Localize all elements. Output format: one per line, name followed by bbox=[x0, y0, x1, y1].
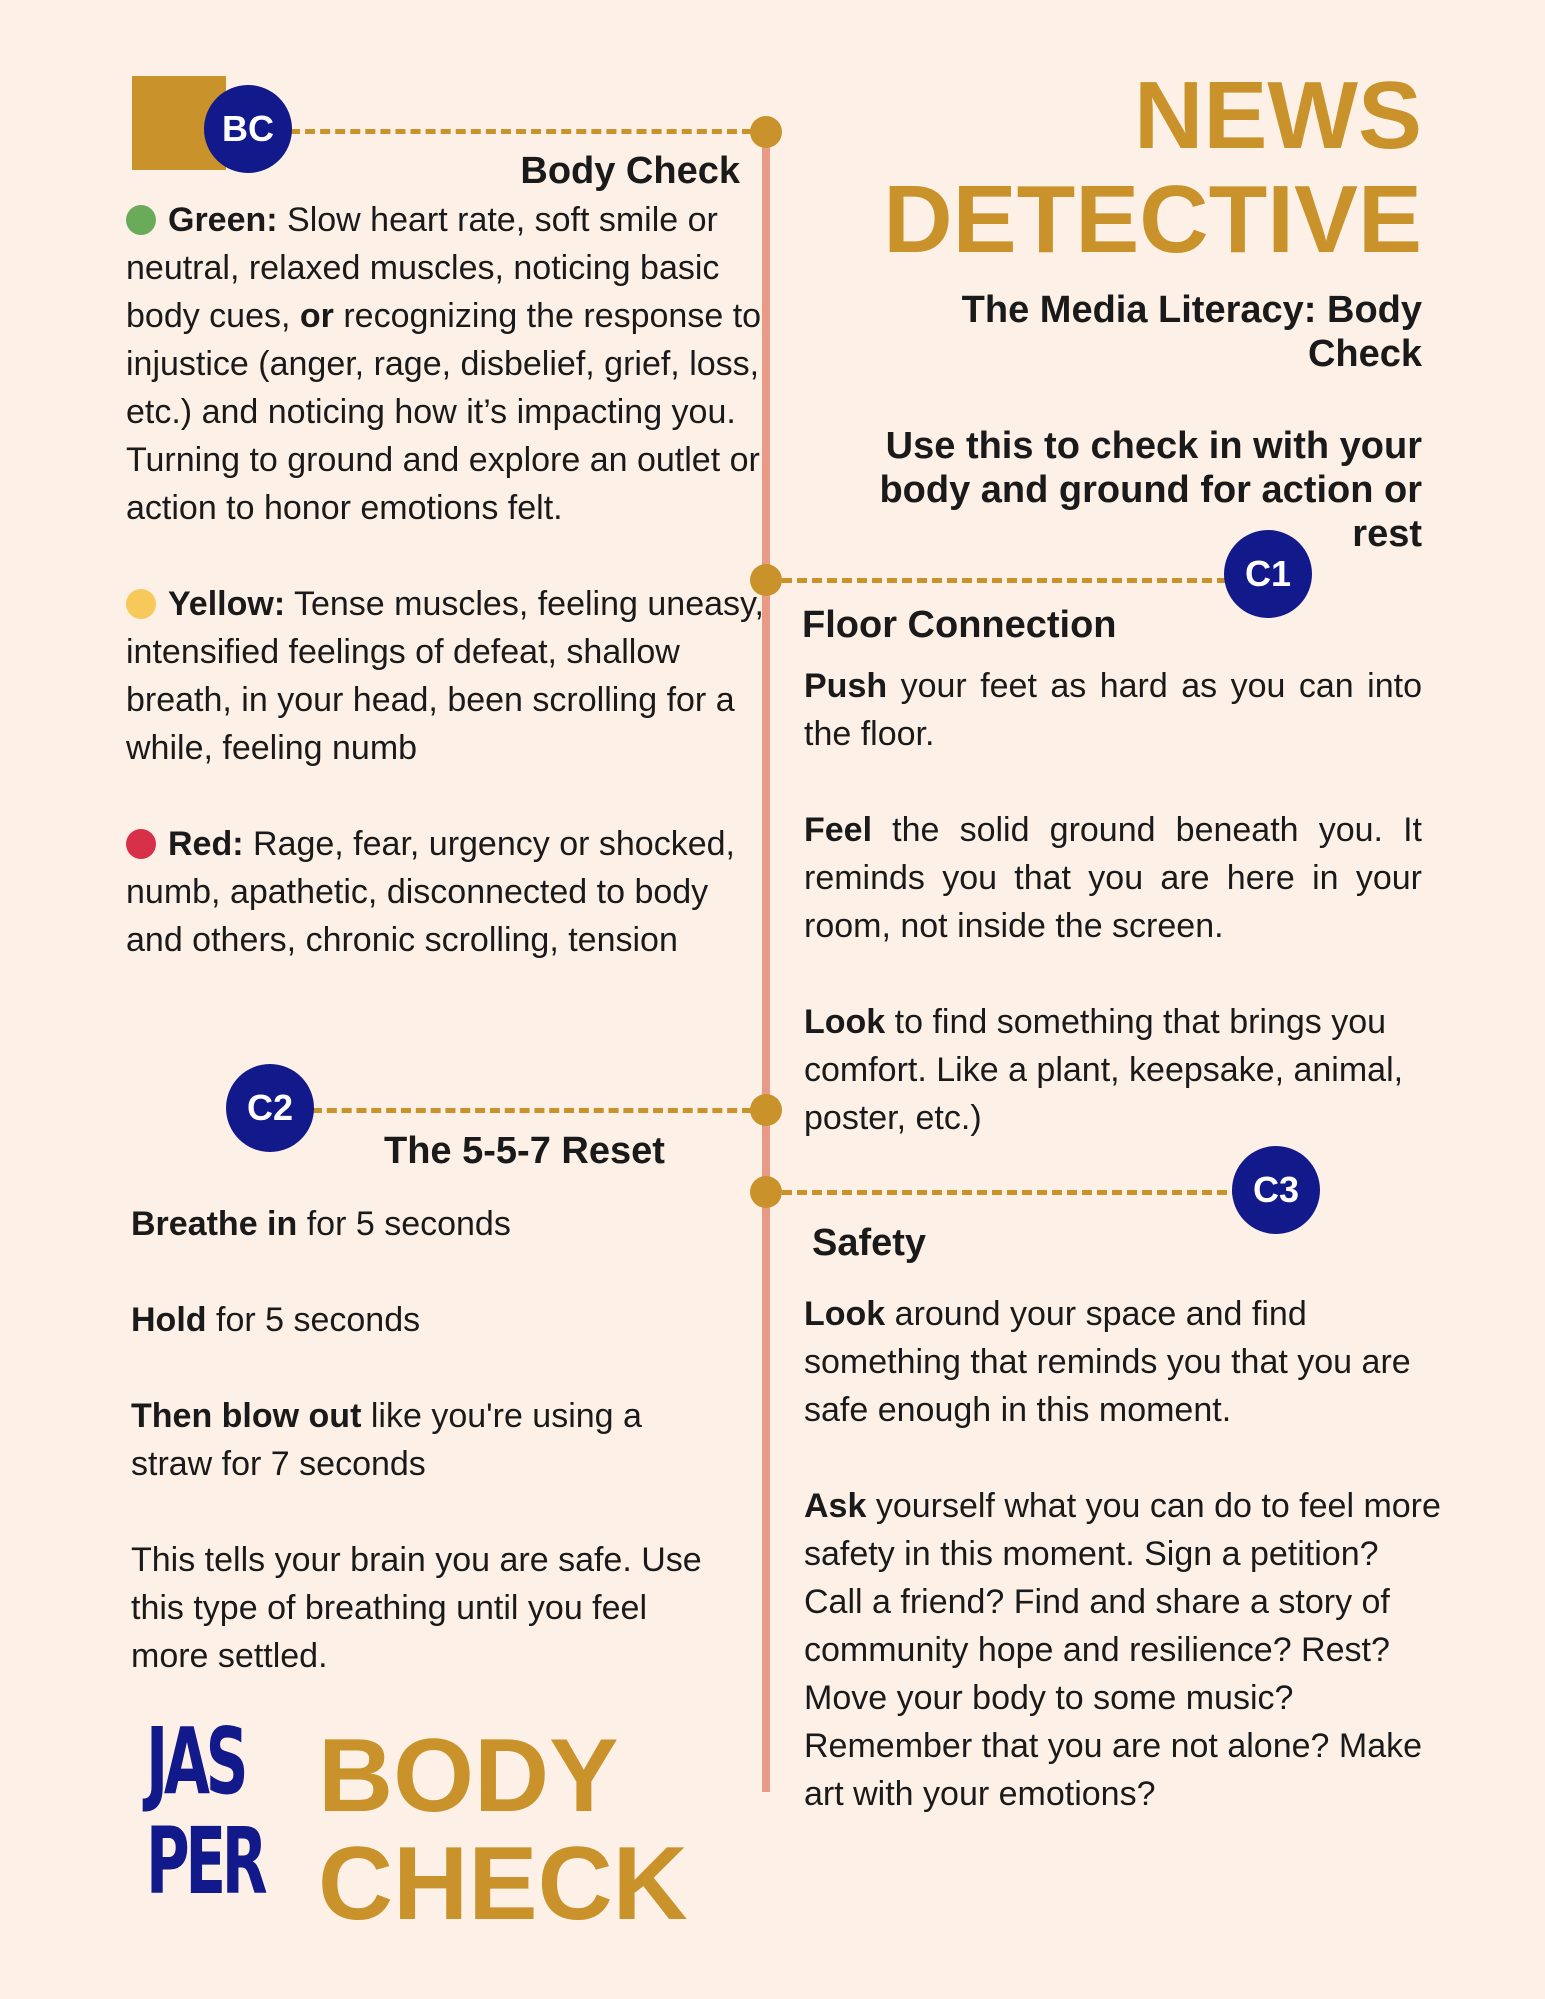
reset-step-1: Breathe in for 5 seconds bbox=[131, 1205, 511, 1243]
safety-title: Safety bbox=[812, 1222, 927, 1264]
connector-bc bbox=[290, 129, 752, 134]
floor-title: Floor Connection bbox=[802, 604, 1117, 646]
badge-bc: BC bbox=[204, 85, 292, 173]
subtitle: The Media Literacy: Body Check bbox=[961, 289, 1422, 375]
reset-title: The 5-5-7 Reset bbox=[384, 1130, 665, 1172]
connector-c2 bbox=[312, 1108, 752, 1113]
intro-text: Use this to check in with your body and ground for action or rest bbox=[879, 425, 1422, 555]
timeline-node-c2 bbox=[750, 1094, 782, 1126]
reset-step-3: Then blow out like you're using a straw for 7 seconds bbox=[131, 1397, 642, 1483]
footer-title bbox=[318, 1718, 738, 1942]
timeline-node-bc bbox=[750, 116, 782, 148]
timeline-node-c3 bbox=[750, 1176, 782, 1208]
floor-content bbox=[804, 662, 1422, 1190]
page-title bbox=[820, 64, 1422, 272]
logo-line-1: JAS bbox=[146, 1708, 245, 1815]
green-item: Green: Slow heart rate, soft smile or neutral, relaxed muscles, noticing basic body cues, or recognizing the response to injustice (anger, rage, disbelief, grief, loss, etc.) and noticing how it’s impacting you. Turning to ground and explore an outlet or action to honor emotions felt. bbox=[126, 201, 762, 527]
floor-step-2: Feel the solid ground beneath you. It reminds you that you are here in your room, not inside the screen. bbox=[804, 811, 1422, 945]
footer-title-line-1: BODY bbox=[318, 1718, 619, 1834]
reset-closing: This tells your brain you are safe. Use this type of breathing until you feel more settled. bbox=[131, 1541, 702, 1675]
connector-c3 bbox=[782, 1190, 1242, 1195]
floor-step-3: Look to find something that brings you comfort. Like a plant, keepsake, animal, poster, etc.) bbox=[804, 1003, 1404, 1137]
yellow-circle-icon bbox=[126, 589, 156, 619]
red-circle-icon bbox=[126, 829, 156, 859]
badge-c2: C2 bbox=[226, 1064, 314, 1152]
footer-title-line-2: CHECK bbox=[318, 1826, 688, 1942]
title-line-2: DETECTIVE bbox=[883, 166, 1422, 273]
body-check-title: Body Check bbox=[520, 150, 740, 192]
safety-content bbox=[804, 1290, 1444, 1866]
safety-step-2: Ask yourself what you can do to feel more safety in this moment. Sign a petition? Call a friend? Find and share a story of community hope and resilience? Rest? Move your body to some music? Remember that you are not alone? Make art with your emotions? bbox=[804, 1487, 1441, 1813]
connector-c1 bbox=[782, 578, 1242, 583]
red-item: Red: Rage, fear, urgency or shocked, numb, apathetic, disconnected to body and others, chronic scrolling, tension bbox=[126, 825, 735, 959]
floor-step-1: Push your feet as hard as you can into the floor. bbox=[804, 667, 1422, 753]
body-check-list bbox=[126, 196, 766, 1012]
badge-c3: C3 bbox=[1232, 1146, 1320, 1234]
badge-c1: C1 bbox=[1224, 530, 1312, 618]
reset-step-2: Hold for 5 seconds bbox=[131, 1301, 421, 1339]
reset-steps bbox=[131, 1200, 711, 1728]
safety-step-1: Look around your space and find something that reminds you that you are safe enough in this moment. bbox=[804, 1295, 1411, 1429]
logo-line-2: PER bbox=[146, 1808, 264, 1915]
jasper-logo bbox=[146, 1708, 264, 1915]
green-circle-icon bbox=[126, 205, 156, 235]
yellow-item: Yellow: Tense muscles, feeling uneasy, intensified feelings of defeat, shallow breath, in your head, been scrolling for a while, feeling numb bbox=[126, 585, 764, 767]
title-line-1: NEWS bbox=[1134, 62, 1422, 169]
